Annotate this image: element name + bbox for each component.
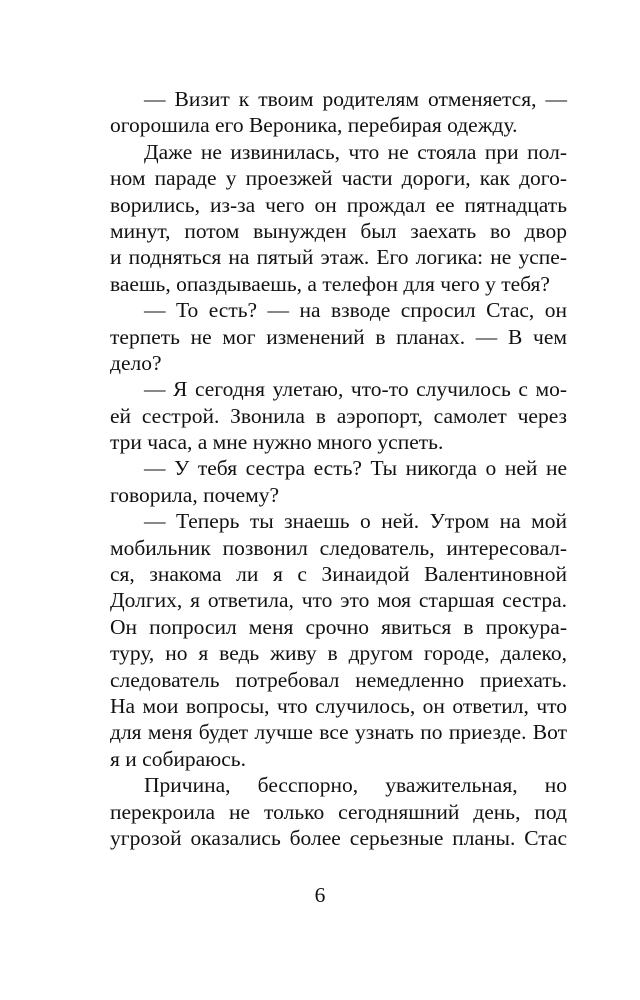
page-number: 6	[314, 883, 326, 907]
text-line: — Я сегодня улетаю, что-то случилось с мо-	[144, 377, 567, 402]
text-line: — Визит к твоим родителям отменяется, —	[144, 87, 567, 111]
text-line: огорошила его Вероника, перебирая одежду.	[110, 113, 518, 138]
text-line: перекроила не только сегодняшний день, под	[110, 799, 567, 824]
text-line: терпеть не мог изменений в планах. — В чем	[110, 324, 567, 349]
text-line: дело?	[110, 350, 162, 375]
text-line: три часа, а мне нужно много успеть.	[110, 430, 444, 455]
text-line: Причина, бесспорно, уважительная, но	[144, 773, 567, 798]
text-line: ваешь, опаздываешь, а телефон для чего у тебя?	[110, 271, 550, 296]
text-line: ся, знакома ли я с Зинаидой Валентиновной	[110, 562, 567, 587]
text-line: я и собираюсь.	[110, 746, 246, 771]
text-line: минут, потом вынужден был заехать во двор	[110, 218, 567, 243]
text-line: ном параде у проезжей части дороги, как дого-	[110, 166, 567, 191]
text-line: Долгих, я ответила, что это моя старшая сестра.	[110, 588, 567, 613]
text-line: — То есть? — на взводе спросил Стас, он	[144, 298, 567, 323]
text-line: ворились, из-за чего он прождал ее пятнадцать	[110, 192, 567, 217]
text-line: ей сестрой. Звонила в аэропорт, самолет через	[110, 403, 567, 428]
text-line: Даже не извинилась, что не стояла при пол-	[144, 139, 567, 164]
body-text	[110, 86, 567, 851]
text-line: для меня будет лучше все узнать по приезде. Вот	[110, 720, 567, 745]
text-line: туру, но я ведь живу в другом городе, далеко,	[110, 641, 567, 666]
text-line: мобильник позвонил следователь, интересовал-	[110, 535, 567, 560]
text-line: — Теперь ты знаешь о ней. Утром на мой	[144, 509, 567, 534]
text-line: говорила, почему?	[110, 482, 280, 507]
text-line: Он попросил меня срочно явиться в прокура-	[110, 614, 567, 639]
text-line: и подняться на пятый этаж. Его логика: не успе-	[110, 245, 567, 270]
text-line: следователь потребовал немедленно приехать.	[110, 667, 567, 692]
text-line: угрозой оказались более серьезные планы. Стас	[110, 825, 567, 850]
text-line: На мои вопросы, что случилось, он ответил, что	[110, 693, 567, 718]
text-line: — У тебя сестра есть? Ты никогда о ней не	[144, 456, 567, 481]
